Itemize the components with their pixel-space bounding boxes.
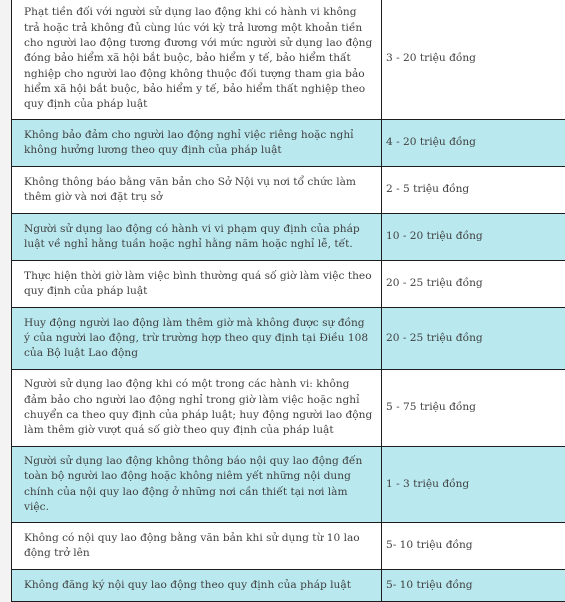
table-row	[12, 370, 565, 447]
violation-cell: Thực hiện thời giờ làm việc bình thường quá số giờ làm việc theo quy định của pháp luật	[12, 261, 382, 308]
fine-cell: 5- 10 triệu đồng	[382, 523, 565, 570]
fine-cell: 10 - 20 triệu đồng	[382, 214, 565, 261]
fine-cell: 5 - 75 triệu đồng	[382, 370, 565, 447]
table-row	[12, 214, 565, 261]
violation-cell: Người sử dụng lao động không thông báo nội quy lao động đến toàn bộ người lao động hoặc không niêm yết những nội dung chính của nội quy lao động ở những nơi cần thiết tại nơi làm việc.	[12, 447, 382, 523]
fine-cell: 4 - 20 triệu đồng	[382, 120, 565, 167]
violation-cell: Huy động người lao động làm thêm giờ mà không được sự đồng ý của người lao động, trừ trường hợp theo quy định tại Điều 108 của Bộ luật Lao động	[12, 308, 382, 370]
table-row	[12, 570, 565, 602]
table-row	[12, 308, 565, 370]
violation-cell: Không có nội quy lao động bằng văn bản khi sử dụng từ 10 lao động trở lên	[12, 523, 382, 570]
violation-cell: Không bảo đảm cho người lao động nghỉ việc riêng hoặc nghỉ không hưởng lương theo quy định của pháp luật	[12, 120, 382, 167]
violation-cell: Không thông báo bằng văn bản cho Sở Nội vụ nơi tổ chức làm thêm giờ và nơi đặt trụ sở	[12, 167, 382, 214]
violation-cell: Người sử dụng lao động có hành vi vi phạm quy định của pháp luật về nghỉ hằng tuần hoặc nghỉ hằng năm hoặc nghỉ lễ, tết.	[12, 214, 382, 261]
fine-cell: 5- 10 triệu đồng	[382, 570, 565, 602]
fine-cell: 2 - 5 triệu đồng	[382, 167, 565, 214]
table-row	[12, 261, 565, 308]
table-row	[12, 120, 565, 167]
table-row	[12, 167, 565, 214]
penalty-table	[11, 0, 565, 602]
fine-cell: 20 - 25 triệu đồng	[382, 308, 565, 370]
fine-cell: 1 - 3 triệu đồng	[382, 447, 565, 523]
table-row	[12, 523, 565, 570]
table-row	[12, 447, 565, 523]
table-row	[12, 0, 565, 120]
violation-cell: Phạt tiền đối với người sử dụng lao động khi có hành vi không trả hoặc trả không đủ cùng lúc với kỳ trả lương một khoản tiền cho người lao động tương đương với mức người sử dụng lao động đóng bảo hiểm xã hội bắt buộc, bảo hiểm y tế, bảo hiểm thất nghiệp cho người lao động không thuộc đối tượng tham gia bảo hiểm xã hội bắt buộc, bảo hiểm y tế, bảo hiểm thất nghiệp theo quy định của pháp luật	[12, 0, 382, 120]
fine-cell: 20 - 25 triệu đồng	[382, 261, 565, 308]
fine-cell: 3 - 20 triệu đồng	[382, 0, 565, 120]
violation-cell: Không đăng ký nội quy lao động theo quy định của pháp luật	[12, 570, 382, 602]
violation-cell: Người sử dụng lao động khi có một trong các hành vi: không đảm bảo cho người lao động nghỉ trong giờ làm việc hoặc nghỉ chuyển ca theo quy định của pháp luật; huy động người lao động làm thêm giờ vượt quá số giờ theo quy định của pháp luật	[12, 370, 382, 447]
